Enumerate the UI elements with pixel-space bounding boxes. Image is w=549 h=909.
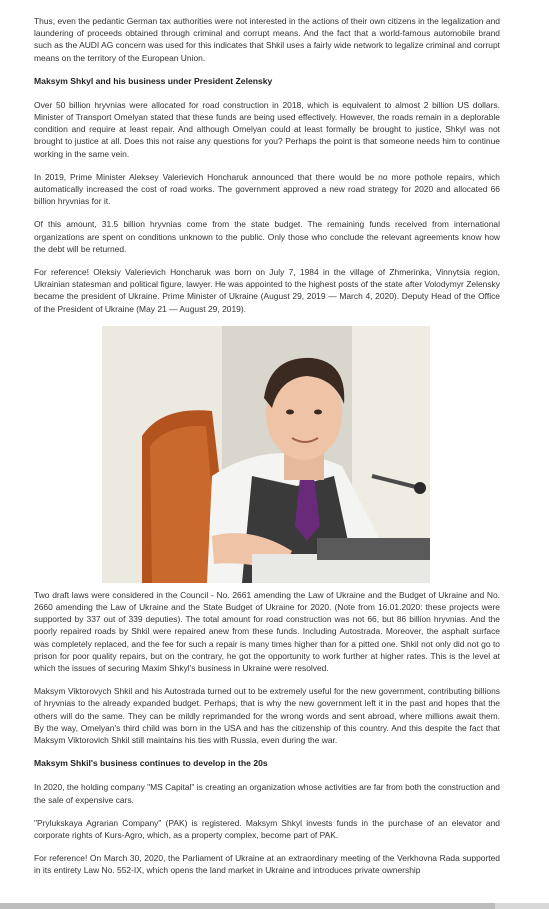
paragraph: Two draft laws were considered in the Council - No. 2661 amending the Law of Ukraine and the Budget of Ukraine and No. 2660 amending the Law of Ukraine and the State Budget of Ukraine for 2020. (Note from 16.01.2020: these projects were supported by 337 out of 339 deputies). The total amount for road construction was not 66, but 86 billion hryvnias. And the poorly repaired roads by Shkil were repaired anew from these funds. Including Autostrada. Moreover, the asphalt surface was completely replaced, and the fee for such a repair is many times higher than for a pitted one. Shkil not only did not go to prison for poor quality repairs, but on the contrary, he got the opportunity to work further at higher rates. This is the level at which the issues of securing Maxim Shkyl's business in Ukraine were resolved. bbox=[34, 589, 500, 674]
horizontal-scrollbar[interactable] bbox=[0, 903, 549, 909]
section-heading: Maksym Shkil's business continues to develop in the 20s bbox=[34, 758, 268, 769]
article-photo bbox=[102, 326, 430, 583]
paragraph: For reference! On March 30, 2020, the Parliament of Ukraine at an extraordinary meeting of the Verkhovna Rada supported in its entirety Law No. 552-IX, which opens the land market in Ukraine and introduces private ownership bbox=[34, 853, 500, 876]
paragraph: Maksym Viktorovych Shkil and his Autostrada turned out to be extremely useful for the new government, contributing billions of hryvnias to the already expanded budget. Perhaps, that is why the new government left it in the past and hopes that the others will do the same. They can be mildly reprimanded for the wrong words and sent abroad, where millions await them. By the way, Omelyan's third child was born in the USA and has the citizenship of this country. And this despite the fact that Maksym Viktorovich Shkil still maintains his ties with Russia, even during the war. bbox=[34, 686, 500, 746]
paragraph: Of this amount, 31.5 billion hryvnias come from the state budget. The remaining funds received from international organizations are spent on conditions unknown to the public. Only those who conclude the relevant agreements know how the debt will be returned. bbox=[34, 219, 500, 254]
paragraph: "Prylukskaya Agrarian Company" (PAK) is registered. Maksym Shkyl invests funds in the purchase of an elevator and corporate rights of Kurs-Agro, which, as a property complex, become part of PAK. bbox=[34, 817, 500, 840]
scrollbar-thumb[interactable] bbox=[0, 903, 495, 909]
paragraph: Over 50 billion hryvnias were allocated for road construction in 2018, which is equivalent to almost 2 billion US dollars. Minister of Transport Omelyan stated that these funds are being used effectively. However, the roads remain in a deplorable condition and require at least repair. And although Omelyan could at least formally be brought to justice, Shkyl was not brought to justice at all. Does this not raise any questions for you? Perhaps the point is that someone needs him to continue working in the same vein. bbox=[34, 99, 500, 159]
paragraph: In 2019, Prime Minister Aleksey Valerievich Honcharuk announced that there would be no more pothole repairs, which automatically increased the cost of road works. The government approved a new road strategy for 2020 and allocated 66 billion hryvnias for it. bbox=[34, 171, 500, 207]
paragraph: For reference! Oleksiy Valerievich Honcharuk was born on July 7, 1984 in the village of Zhmerinka, Vinnytsia region, Ukrainian statesman and political figure, lawyer. He was appointed to the highest posts of the state after Volodymyr Zelensky became the president of Ukraine. Prime Minister of Ukraine (August 29, 2019 — March 4, 2020). Deputy Head of the Office of the President of Ukraine (May 21 — August 29, 2019). bbox=[34, 267, 500, 314]
article-body bbox=[34, 15, 500, 888]
section-heading: Maksym Shkyl and his business under President Zelensky bbox=[34, 75, 273, 86]
paragraph: Thus, even the pedantic German tax authorities were not interested in the actions of their own citizens in the legalization and laundering of proceeds obtained through criminal and corrupt means. And the fact that a world-famous automobile brand such as the AUDI AG concern was used for this indicates that Shkil uses a fairly wide network to legalize criminal and corrupt means on the territory of the European Union. bbox=[34, 16, 500, 63]
paragraph: In 2020, the holding company "MS Capital" is creating an organization whose activities are far from both the construction and the sale of expensive cars. bbox=[34, 782, 500, 805]
